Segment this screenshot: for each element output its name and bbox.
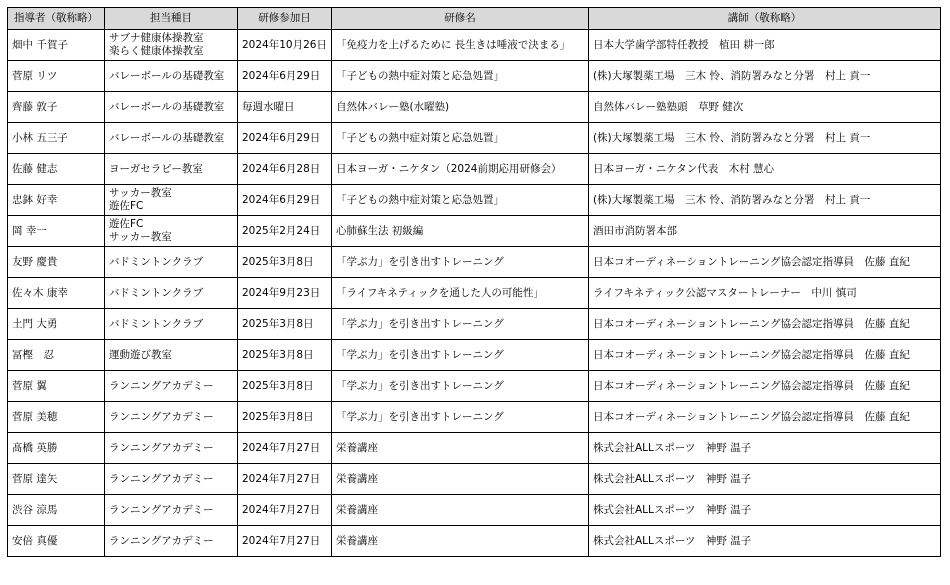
cell-date: 2024年6月29日 [238,185,332,216]
cell-lecturer: 株式会社ALLスポーツ 神野 温子 [588,495,940,526]
table-row [8,433,941,464]
cell-instructor-name: 土門 大勇 [8,309,105,340]
table-row [8,340,941,371]
cell-date: 2025年3月8日 [238,247,332,278]
cell-course: 「子どもの熱中症対策と応急処置」 [331,185,588,216]
table-row [8,402,941,433]
event-line: ランニングアカデミー [109,472,214,485]
cell-date: 2024年7月27日 [238,464,332,495]
cell-instructor-name: 友野 慶貴 [8,247,105,278]
cell-course: 栄養講座 [331,526,588,557]
cell-lecturer: 酒田市消防署本部 [588,216,940,247]
cell-date: 2024年7月27日 [238,526,332,557]
header-instructor-name: 指導者（敬称略） [8,8,105,30]
cell-lecturer: 日本コオーディネーショントレーニング協会認定指導員 佐藤 直紀 [588,402,940,433]
event-line: ヨーガセラピー教室 [109,162,203,175]
cell-date: 2024年6月29日 [238,123,332,154]
event-line: サブナ健康体操教室 [109,32,204,44]
event-line: バドミントンクラブ [109,317,204,330]
table-row [8,371,941,402]
cell-instructor-name: 菅原 翼 [8,371,105,402]
cell-lecturer: 株式会社ALLスポーツ 神野 温子 [588,526,940,557]
cell-course: 「子どもの熱中症対策と応急処置」 [331,123,588,154]
table-row [8,216,941,247]
cell-course: 自然体バレー塾(水曜塾) [331,92,588,123]
cell-date: 2024年7月27日 [238,495,332,526]
cell-lecturer: 日本コオーディネーショントレーニング協会認定指導員 佐藤 直紀 [588,247,940,278]
cell-course: 栄養講座 [331,433,588,464]
cell-course: 「学ぶ力」を引き出すトレーニング [331,402,588,433]
event-line: サッカー教室 [109,187,172,199]
cell-event [105,92,238,123]
table-row [8,123,941,154]
cell-lecturer: 日本コオーディネーショントレーニング協会認定指導員 佐藤 直紀 [588,340,940,371]
cell-event [105,154,238,185]
event-line: サッカー教室 [109,231,172,243]
cell-course: 「学ぶ力」を引き出すトレーニング [331,247,588,278]
event-line: バレーボールの基礎教室 [109,69,225,82]
table-row [8,495,941,526]
event-line: 楽らく健康体操教室 [109,45,204,57]
table-row [8,247,941,278]
cell-course: 「学ぶ力」を引き出すトレーニング [331,371,588,402]
event-line: バドミントンクラブ [109,255,204,268]
cell-date: 2025年3月8日 [238,340,332,371]
cell-instructor-name: 佐々木 康幸 [8,278,105,309]
cell-instructor-name: 渋谷 涼馬 [8,495,105,526]
cell-lecturer: 日本コオーディネーショントレーニング協会認定指導員 佐藤 直紀 [588,309,940,340]
cell-lecturer: 日本コオーディネーショントレーニング協会認定指導員 佐藤 直紀 [588,371,940,402]
cell-lecturer: (株)大塚製薬工場 三木 怜、消防署みなと分署 村上 貢一 [588,123,940,154]
header-lecturer: 講師（敬称略） [588,8,940,30]
table-row [8,185,941,216]
cell-lecturer: 株式会社ALLスポーツ 神野 温子 [588,464,940,495]
event-line: 運動遊び教室 [109,348,172,361]
cell-date: 2024年7月27日 [238,433,332,464]
table-row [8,526,941,557]
header-course: 研修名 [331,8,588,30]
cell-lecturer: 日本大学歯学部特任教授 植田 耕一郎 [588,30,940,61]
cell-instructor-name: 冨樫 忍 [8,340,105,371]
cell-instructor-name: 菅原 リツ [8,61,105,92]
cell-lecturer: (株)大塚製薬工場 三木 怜、消防署みなと分署 村上 貢一 [588,61,940,92]
cell-course: 「学ぶ力」を引き出すトレーニング [331,340,588,371]
cell-event [105,216,238,247]
table-row [8,464,941,495]
cell-event [105,526,238,557]
header-row [8,8,941,30]
table-row [8,92,941,123]
table-row [8,61,941,92]
cell-instructor-name: 菅原 美穂 [8,402,105,433]
cell-instructor-name: 畑中 千賀子 [8,30,105,61]
event-line: ランニングアカデミー [109,379,214,392]
cell-event [105,309,238,340]
event-line: 遊佐FC [109,200,144,212]
table-row [8,154,941,185]
cell-course: 栄養講座 [331,495,588,526]
event-line: バドミントンクラブ [109,286,204,299]
cell-lecturer: 株式会社ALLスポーツ 神野 温子 [588,433,940,464]
event-line: 遊佐FC [109,218,144,230]
event-line: ランニングアカデミー [109,441,214,454]
cell-event [105,340,238,371]
cell-event [105,495,238,526]
cell-event [105,371,238,402]
table-row [8,30,941,61]
cell-instructor-name: 忠鉢 好幸 [8,185,105,216]
cell-date: 2025年2月24日 [238,216,332,247]
event-line: バレーボールの基礎教室 [109,100,225,113]
event-line: ランニングアカデミー [109,534,214,547]
cell-instructor-name: 安倍 真優 [8,526,105,557]
header-date: 研修参加日 [238,8,332,30]
cell-date: 2025年3月8日 [238,309,332,340]
cell-course: 「ライフキネティックを通した人の可能性」 [331,278,588,309]
cell-instructor-name: 岡 幸一 [8,216,105,247]
cell-date: 2025年3月8日 [238,402,332,433]
cell-course: 「免疫力を上げるために 長生きは唾液で決まる」 [331,30,588,61]
cell-event [105,278,238,309]
cell-event [105,402,238,433]
cell-lecturer: 自然体バレー塾塾頭 草野 健次 [588,92,940,123]
cell-instructor-name: 小林 五三子 [8,123,105,154]
cell-lecturer: ライフキネティック公認マスタートレーナー 中川 慎司 [588,278,940,309]
event-line: ランニングアカデミー [109,503,214,516]
cell-instructor-name: 齊藤 敦子 [8,92,105,123]
cell-date: 2024年10月26日 [238,30,332,61]
cell-course: 「学ぶ力」を引き出すトレーニング [331,309,588,340]
cell-course: 日本ヨーガ・ニケタン（2024前期応用研修会） [331,154,588,185]
cell-event [105,61,238,92]
cell-event [105,185,238,216]
table-row [8,309,941,340]
cell-event [105,464,238,495]
cell-instructor-name: 髙橋 英勝 [8,433,105,464]
cell-date: 2024年9月23日 [238,278,332,309]
event-line: バレーボールの基礎教室 [109,131,225,144]
event-line: ランニングアカデミー [109,410,214,423]
cell-instructor-name: 菅原 達矢 [8,464,105,495]
cell-course: 心肺蘇生法 初級編 [331,216,588,247]
table-row [8,278,941,309]
cell-date: 2024年6月29日 [238,61,332,92]
table-body [8,30,941,557]
cell-date: 2024年6月28日 [238,154,332,185]
cell-lecturer: 日本ヨーガ・ニケタン代表 木村 慧心 [588,154,940,185]
cell-course: 「子どもの熱中症対策と応急処置」 [331,61,588,92]
cell-lecturer: (株)大塚製薬工場 三木 怜、消防署みなと分署 村上 貢一 [588,185,940,216]
cell-event [105,433,238,464]
cell-date: 毎週水曜日 [238,92,332,123]
cell-event [105,30,238,61]
training-table [7,7,941,557]
cell-instructor-name: 佐藤 健志 [8,154,105,185]
cell-date: 2025年3月8日 [238,371,332,402]
cell-event [105,247,238,278]
header-event: 担当種目 [105,8,238,30]
cell-event [105,123,238,154]
cell-course: 栄養講座 [331,464,588,495]
